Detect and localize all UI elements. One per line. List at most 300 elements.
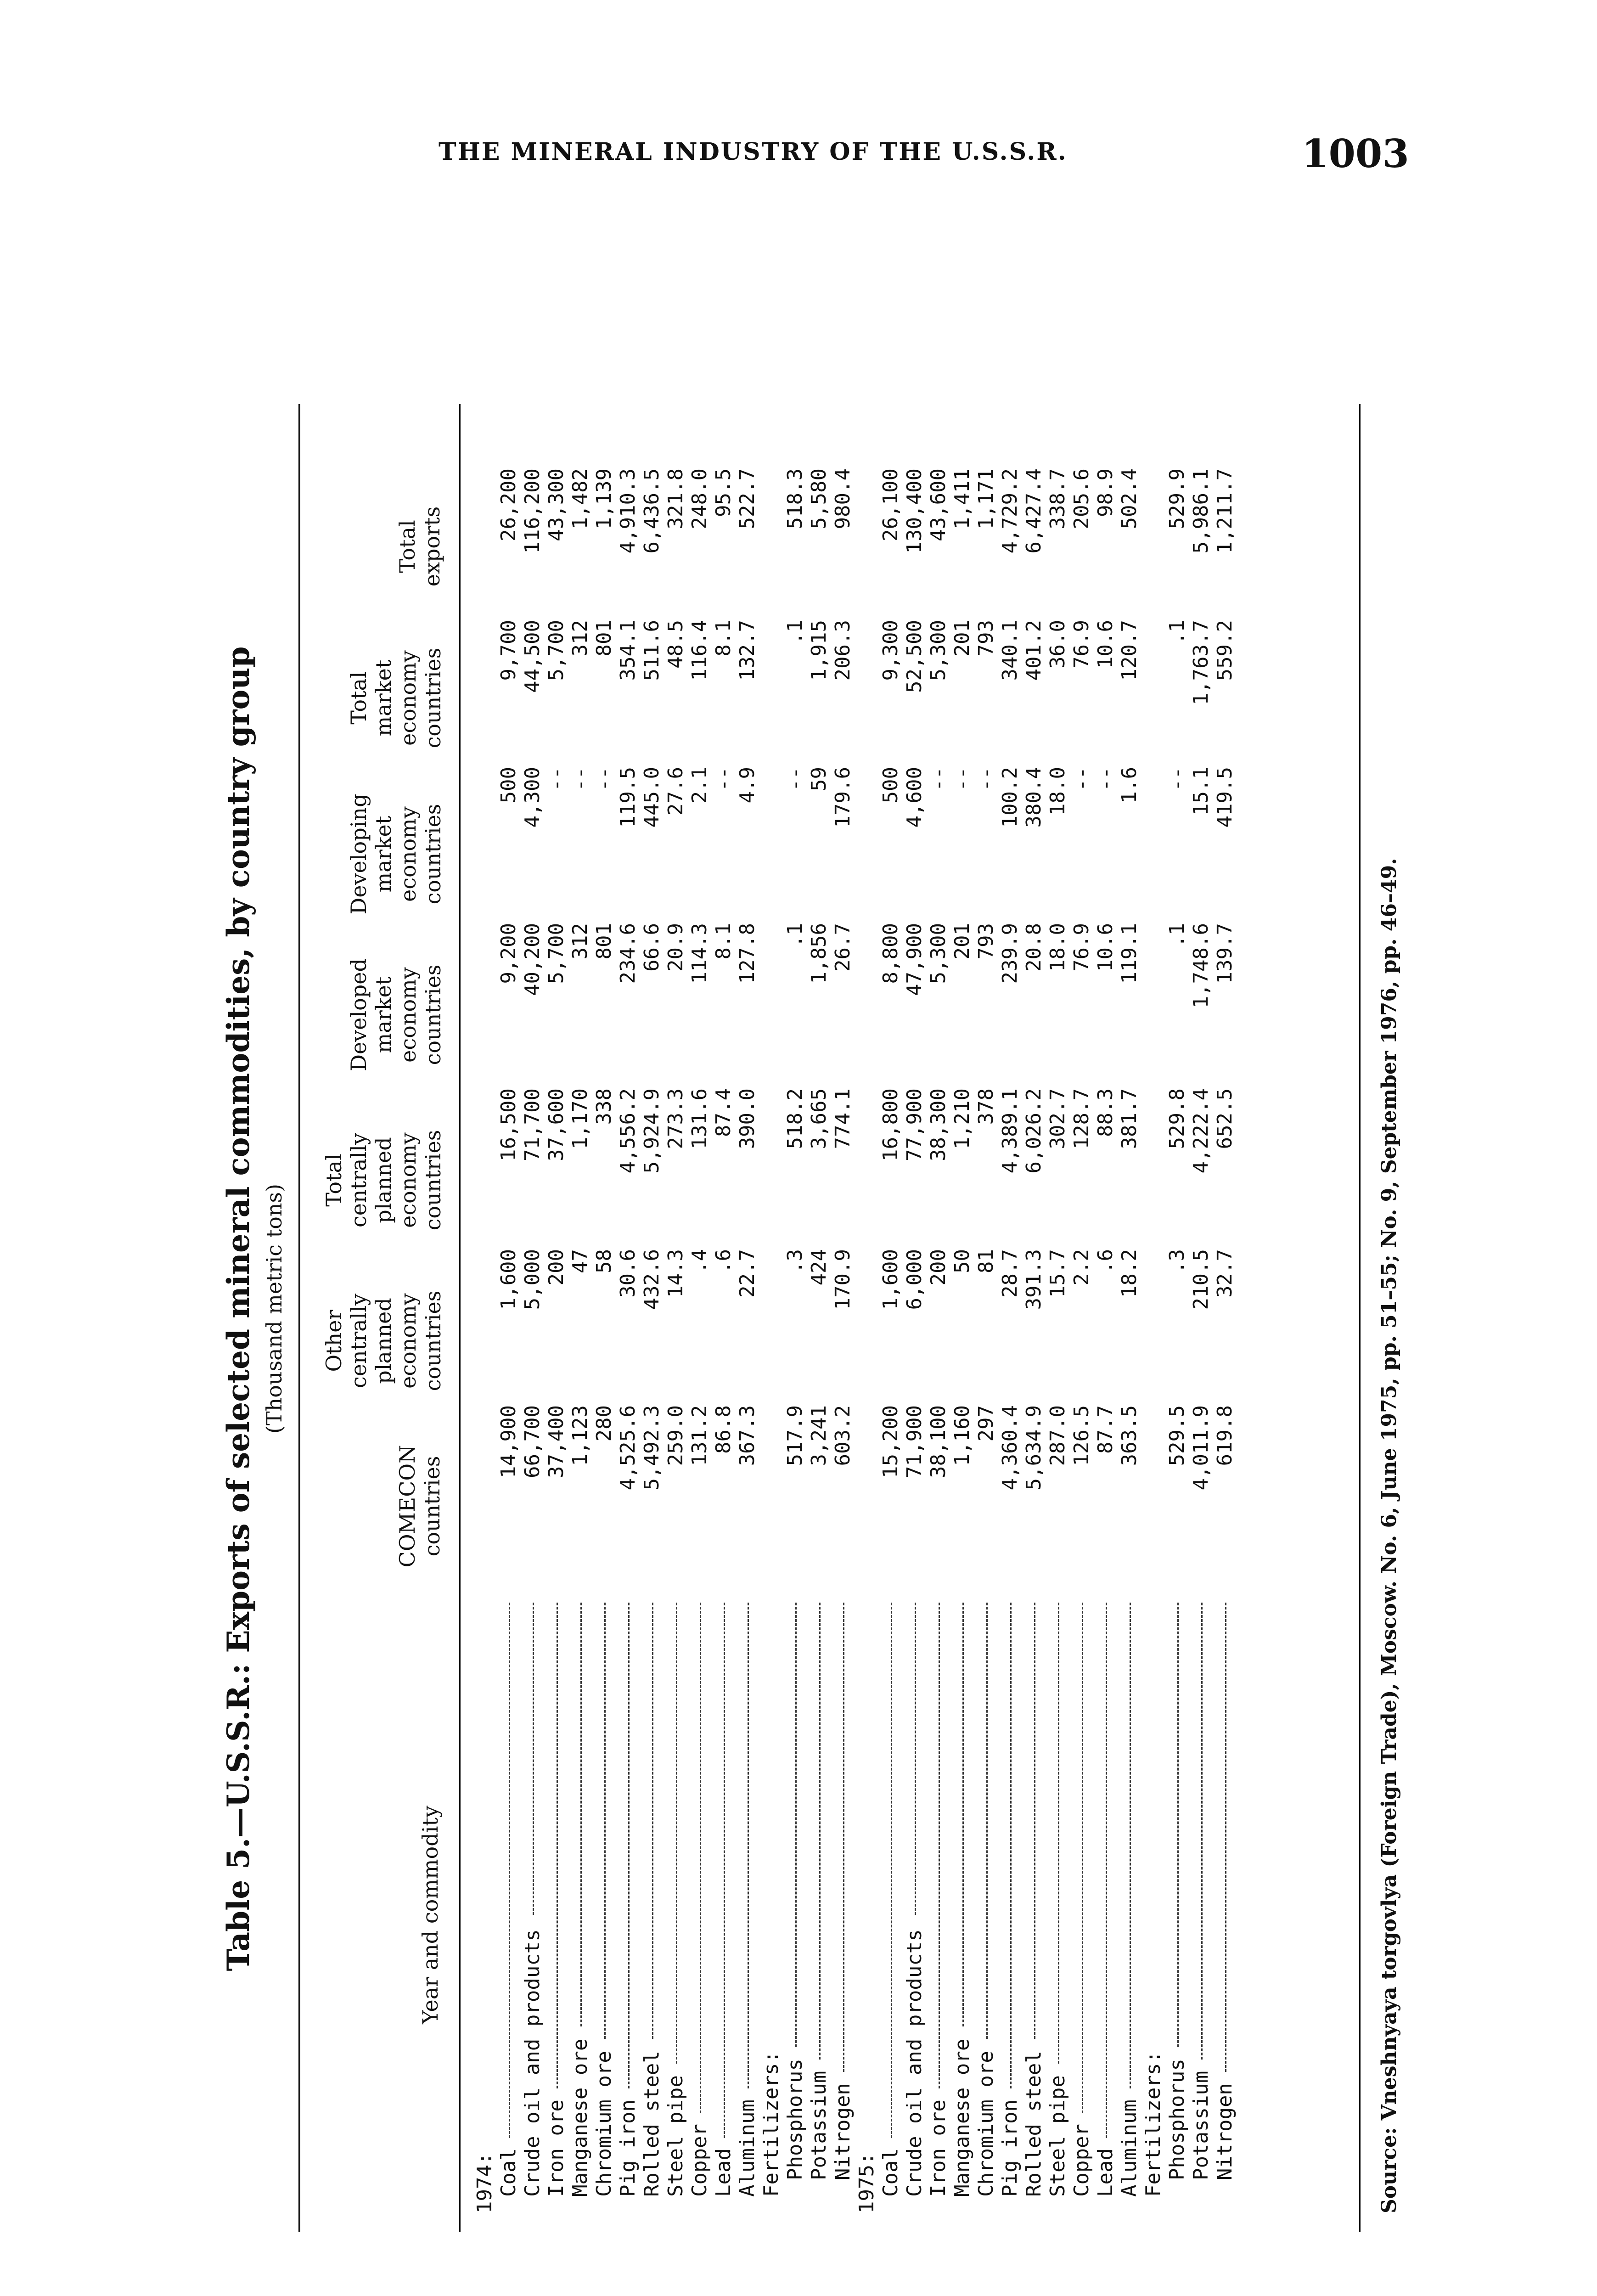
cell-other-cpe: 210.5 (1189, 1249, 1213, 1310)
header-developing: Developing market economy countries (346, 793, 445, 915)
cell-developing: 419.5 (1213, 767, 1237, 828)
cell-total-exports: 338.7 (1046, 468, 1069, 529)
cell-total-cpe: 381.7 (1118, 1088, 1141, 1149)
row-label: Aluminum (1118, 2099, 1141, 2197)
cell-total-market: 48.5 (664, 620, 687, 669)
table-row (1142, 331, 1165, 2213)
table-row (545, 331, 568, 2213)
cell-total-market: 120.7 (1118, 620, 1141, 681)
cell-total-exports: 518.3 (783, 468, 807, 529)
cell-total-cpe: 390.0 (736, 1088, 759, 1149)
cell-total-market: 116.4 (688, 620, 711, 681)
dot-leader (724, 1603, 725, 2138)
cell-comecon: 37,400 (545, 1405, 568, 1478)
cell-comecon: 517.9 (783, 1405, 807, 1466)
cell-comecon: 126.5 (1070, 1405, 1093, 1466)
cell-total-cpe: 128.7 (1070, 1088, 1093, 1149)
cell-other-cpe: 200 (545, 1249, 568, 1286)
dot-leader (580, 1603, 582, 2026)
dot-leader (628, 1603, 630, 2088)
table-row (855, 331, 879, 2213)
cell-other-cpe: 81 (974, 1249, 998, 1273)
cell-developed: 234.6 (616, 923, 640, 984)
cell-comecon: 4,525.6 (616, 1405, 640, 1491)
cell-developed: 20.9 (664, 923, 687, 972)
cell-total-market: 5,700 (545, 620, 568, 681)
table-row (688, 331, 712, 2213)
row-label: Fertilizers: (759, 2051, 783, 2197)
running-head: THE MINERAL INDUSTRY OF THE U.S.S.R. (439, 138, 1068, 166)
cell-other-cpe: 1,600 (879, 1249, 902, 1310)
cell-total-cpe: 4,389.1 (998, 1088, 1022, 1174)
cell-total-exports: 522.7 (736, 468, 759, 529)
rotated-table (202, 321, 1534, 2250)
cell-comecon: 14,900 (497, 1405, 520, 1478)
cell-total-cpe: 302.7 (1046, 1088, 1069, 1149)
cell-total-exports: 529.9 (1165, 468, 1189, 529)
dot-leader (915, 1603, 916, 1915)
table-row (1213, 331, 1237, 2213)
row-label: Potassium (807, 2071, 831, 2180)
top-rule (298, 404, 300, 2232)
cell-total-market: 8.1 (712, 620, 735, 657)
cell-developed: 40,200 (521, 923, 544, 996)
cell-developed: 20.8 (1022, 923, 1046, 972)
table-row (759, 331, 783, 2213)
cell-comecon: 367.3 (736, 1405, 759, 1466)
dot-leader (1201, 1603, 1203, 2060)
header-total-exports: Total exports (395, 506, 444, 587)
row-label: Aluminum (736, 2099, 759, 2197)
cell-developing: 1.6 (1118, 767, 1141, 804)
cell-developed: 201 (950, 923, 974, 960)
row-label: Coal (497, 2148, 520, 2197)
cell-total-exports: 4,910.3 (616, 468, 640, 554)
cell-developed: 76.9 (1070, 923, 1093, 972)
cell-total-market: 5,300 (927, 620, 950, 681)
header-commodity: Year and commodity (418, 1806, 443, 2024)
cell-developed: 114.3 (688, 923, 711, 984)
cell-total-exports: 5,986.1 (1189, 468, 1213, 554)
row-label: 1974: (473, 2152, 496, 2213)
cell-total-market: 401.2 (1022, 620, 1046, 681)
cell-developed: 5,300 (927, 923, 950, 984)
cell-developing: -- (712, 767, 735, 791)
cell-total-cpe: 1,210 (950, 1088, 974, 1149)
cell-total-cpe: 37,600 (545, 1088, 568, 1161)
cell-comecon: 3,241 (807, 1405, 831, 1466)
table-row (1189, 331, 1213, 2213)
cell-total-exports: 205.6 (1070, 468, 1093, 529)
row-label: Rolled steel (640, 2051, 664, 2197)
header-comecon: COMECON countries (395, 1445, 444, 1568)
cell-developing: 500 (497, 767, 520, 804)
cell-total-exports: 5,580 (807, 468, 831, 529)
cell-comecon: 1,123 (568, 1405, 592, 1466)
table-row (568, 331, 592, 2213)
table-row (640, 331, 664, 2213)
table-row (736, 331, 759, 2213)
table-row (592, 331, 616, 2213)
cell-other-cpe: 391.3 (1022, 1249, 1046, 1310)
cell-other-cpe: 5,000 (521, 1249, 544, 1310)
row-label: Coal (879, 2148, 902, 2197)
row-label: Iron ore (927, 2099, 950, 2197)
cell-total-exports: 6,427.4 (1022, 468, 1046, 554)
cell-developing: -- (592, 767, 616, 791)
cell-total-cpe: 652.5 (1213, 1088, 1237, 1149)
cell-total-exports: 116,200 (521, 468, 544, 554)
cell-other-cpe: 30.6 (616, 1249, 640, 1298)
dot-leader (748, 1603, 749, 2088)
table-row (473, 331, 497, 2213)
cell-developing: 119.5 (616, 767, 640, 828)
cell-total-cpe: 16,800 (879, 1088, 902, 1161)
cell-comecon: 619.8 (1213, 1405, 1237, 1466)
cell-developing: -- (1094, 767, 1117, 791)
cell-comecon: 297 (974, 1405, 998, 1442)
dot-leader (819, 1603, 821, 2060)
header-developed: Developed market economy countries (346, 958, 445, 1071)
cell-other-cpe: .6 (1094, 1249, 1117, 1273)
table-row (1022, 331, 1046, 2213)
cell-total-cpe: 38,300 (927, 1088, 950, 1161)
table-row (521, 331, 545, 2213)
cell-other-cpe: 424 (807, 1249, 831, 1286)
dot-leader (891, 1603, 892, 2138)
cell-other-cpe: 2.2 (1070, 1249, 1093, 1286)
cell-total-market: 206.3 (831, 620, 855, 681)
cell-total-market: 76.9 (1070, 620, 1093, 669)
cell-total-exports: 130,400 (903, 468, 926, 554)
cell-other-cpe: .3 (1165, 1249, 1189, 1273)
cell-comecon: 5,492.3 (640, 1405, 664, 1491)
dot-leader (700, 1603, 701, 2113)
cell-developing: -- (974, 767, 998, 791)
cell-total-market: 10.6 (1094, 620, 1117, 669)
cell-total-exports: 1,411 (950, 468, 974, 529)
cell-developed: 139.7 (1213, 923, 1237, 984)
cell-total-market: 801 (592, 620, 616, 657)
cell-developed: 239.9 (998, 923, 1022, 984)
cell-comecon: 4,360.4 (998, 1405, 1022, 1491)
dot-leader (843, 1603, 844, 2072)
dot-leader (795, 1603, 797, 2047)
cell-developing: -- (1165, 767, 1189, 791)
cell-developed: 119.1 (1118, 923, 1141, 984)
cell-total-cpe: 774.1 (831, 1088, 855, 1149)
cell-developed: 1,748.6 (1189, 923, 1213, 1008)
cell-developed: 66.6 (640, 923, 664, 972)
bottom-rule (1359, 404, 1361, 2232)
cell-comecon: 66,700 (521, 1405, 544, 1478)
table-row (616, 331, 640, 2213)
cell-developing: 380.4 (1022, 767, 1046, 828)
cell-comecon: 131.2 (688, 1405, 711, 1466)
cell-developed: 1,856 (807, 923, 831, 984)
cell-other-cpe: 170.9 (831, 1249, 855, 1310)
dot-leader (1106, 1603, 1107, 2138)
cell-developing: 59 (807, 767, 831, 791)
dot-leader (1225, 1603, 1226, 2072)
dot-leader (1082, 1603, 1083, 2113)
table-row (783, 331, 807, 2213)
cell-total-cpe: 71,700 (521, 1088, 544, 1161)
cell-other-cpe: 47 (568, 1249, 592, 1273)
row-label: Pig iron (616, 2099, 640, 2197)
cell-total-cpe: 1,170 (568, 1088, 592, 1149)
row-label: Fertilizers: (1142, 2051, 1165, 2197)
cell-total-market: 201 (950, 620, 974, 657)
cell-comecon: 259.0 (664, 1405, 687, 1466)
table-row (998, 331, 1022, 2213)
cell-other-cpe: 432.6 (640, 1249, 664, 1310)
cell-developing: 4,300 (521, 767, 544, 828)
cell-total-exports: 98.9 (1094, 468, 1117, 517)
cell-total-cpe: 77,900 (903, 1088, 926, 1161)
cell-total-exports: 6,436.5 (640, 468, 664, 554)
cell-other-cpe: 15.7 (1046, 1249, 1069, 1298)
table-body (473, 331, 1237, 2213)
cell-total-market: 340.1 (998, 620, 1022, 681)
row-label: Potassium (1189, 2071, 1213, 2180)
cell-other-cpe: 18.2 (1118, 1249, 1141, 1298)
cell-total-exports: 43,300 (545, 468, 568, 541)
cell-developing: 500 (879, 767, 902, 804)
row-label: 1975: (855, 2152, 878, 2213)
cell-other-cpe: 6,000 (903, 1249, 926, 1310)
cell-total-exports: 1,139 (592, 468, 616, 529)
dot-leader (533, 1603, 534, 1915)
cell-developed: 18.0 (1046, 923, 1069, 972)
header-other-cpe: Other centrally planned economy countries (321, 1290, 445, 1391)
cell-comecon: 280 (592, 1405, 616, 1442)
cell-total-market: 559.2 (1213, 620, 1237, 681)
cell-developed: 10.6 (1094, 923, 1117, 972)
table-row (664, 331, 688, 2213)
cell-developing: 4,600 (903, 767, 926, 828)
cell-developed: 793 (974, 923, 998, 960)
cell-developing: 179.6 (831, 767, 855, 828)
row-label: Phosphorus (783, 2059, 807, 2180)
row-label: Manganese ore (568, 2038, 592, 2197)
cell-total-market: 36.0 (1046, 620, 1069, 669)
cell-total-exports: 95.5 (712, 468, 735, 517)
cell-developing: -- (783, 767, 807, 791)
cell-developing: 15.1 (1189, 767, 1213, 816)
cell-developing: -- (950, 767, 974, 791)
cell-total-market: .1 (1165, 620, 1189, 644)
cell-comecon: 529.5 (1165, 1405, 1189, 1466)
row-label: Nitrogen (1213, 2083, 1237, 2180)
row-label: Pig iron (998, 2099, 1022, 2197)
table-row (927, 331, 950, 2213)
cell-other-cpe: .6 (712, 1249, 735, 1273)
table-subtitle: (Thousand metric tons) (262, 1183, 287, 1434)
cell-total-cpe: 273.3 (664, 1088, 687, 1149)
cell-total-market: .1 (783, 620, 807, 644)
dot-leader (509, 1603, 510, 2138)
cell-other-cpe: 200 (927, 1249, 950, 1286)
cell-developed: .1 (783, 923, 807, 947)
cell-total-market: 1,763.7 (1189, 620, 1213, 705)
cell-other-cpe: 1,600 (497, 1249, 520, 1310)
row-label: Chromium ore (592, 2051, 616, 2197)
cell-comecon: 71,900 (903, 1405, 926, 1478)
cell-developing: 27.6 (664, 767, 687, 816)
cell-other-cpe: .4 (688, 1249, 711, 1273)
cell-comecon: 38,100 (927, 1405, 950, 1478)
cell-total-market: 44,500 (521, 620, 544, 693)
row-label: Rolled steel (1022, 2051, 1046, 2197)
table-row (831, 331, 855, 2213)
cell-total-cpe: 338 (592, 1088, 616, 1125)
cell-total-exports: 26,200 (497, 468, 520, 541)
row-label: Crude oil and products (903, 1929, 926, 2197)
cell-developing: -- (927, 767, 950, 791)
cell-total-exports: 1,211.7 (1213, 468, 1237, 554)
cell-developed: 26.7 (831, 923, 855, 972)
cell-comecon: 363.5 (1118, 1405, 1141, 1466)
row-label: Chromium ore (974, 2051, 998, 2197)
cell-other-cpe: 58 (592, 1249, 616, 1273)
cell-total-exports: 1,482 (568, 468, 592, 529)
row-label: Steel pipe (664, 2075, 687, 2197)
cell-total-market: 52,500 (903, 620, 926, 693)
row-label: Crude oil and products (521, 1929, 544, 2197)
cell-comecon: 87.7 (1094, 1405, 1117, 1454)
cell-other-cpe: 14.3 (664, 1249, 687, 1298)
row-label: Steel pipe (1046, 2075, 1069, 2197)
cell-developed: 312 (568, 923, 592, 960)
cell-total-cpe: 131.6 (688, 1088, 711, 1149)
cell-other-cpe: 32.7 (1213, 1249, 1237, 1298)
table-row (879, 331, 903, 2213)
cell-developed: 9,200 (497, 923, 520, 984)
header-total-market: Total market economy countries (346, 647, 445, 748)
cell-total-cpe: 529.8 (1165, 1088, 1189, 1149)
cell-developing: 100.2 (998, 767, 1022, 828)
cell-total-cpe: 518.2 (783, 1088, 807, 1149)
cell-developing: 18.0 (1046, 767, 1069, 816)
cell-total-exports: 43,600 (927, 468, 950, 541)
header-rule (459, 404, 461, 2232)
row-label: Iron ore (545, 2099, 568, 2197)
cell-comecon: 287.0 (1046, 1405, 1069, 1466)
table-row (1118, 331, 1142, 2213)
cell-developed: 801 (592, 923, 616, 960)
cell-total-market: 9,700 (497, 620, 520, 681)
cell-developing: 445.0 (640, 767, 664, 828)
cell-developing: -- (568, 767, 592, 791)
cell-total-cpe: 6,026.2 (1022, 1088, 1046, 1174)
cell-comecon: 4,011.9 (1189, 1405, 1213, 1491)
cell-total-market: 9,300 (879, 620, 902, 681)
row-label: Lead (712, 2148, 735, 2197)
cell-developing: -- (545, 767, 568, 791)
table-row (1046, 331, 1070, 2213)
header-total-cpe: Total centrally planned economy countries (321, 1130, 445, 1231)
cell-comecon: 86.8 (712, 1405, 735, 1454)
cell-total-cpe: 88.3 (1094, 1088, 1117, 1137)
table-row (974, 331, 998, 2213)
source-note: Source: Vneshnyaya torgovlya (Foreign Trade), Moscow. No. 6, June 1975, pp. 51–55; No. 9, September 1976, pp. 46–49. (1378, 858, 1401, 2213)
cell-other-cpe: .3 (783, 1249, 807, 1273)
cell-other-cpe: 28.7 (998, 1249, 1022, 1298)
cell-developed: .1 (1165, 923, 1189, 947)
cell-total-exports: 502.4 (1118, 468, 1141, 529)
cell-developing: 4.9 (736, 767, 759, 804)
dot-leader (604, 1603, 606, 2039)
cell-comecon: 603.2 (831, 1405, 855, 1466)
dot-leader (1034, 1603, 1035, 2039)
cell-total-exports: 980.4 (831, 468, 855, 529)
cell-total-exports: 248.0 (688, 468, 711, 529)
cell-total-exports: 321.8 (664, 468, 687, 529)
cell-comecon: 5,634.9 (1022, 1405, 1046, 1491)
row-label: Lead (1094, 2148, 1117, 2197)
cell-other-cpe: 50 (950, 1249, 974, 1273)
table-row (1070, 331, 1094, 2213)
cell-total-exports: 26,100 (879, 468, 902, 541)
page-number: 1003 (1302, 131, 1409, 176)
cell-comecon: 15,200 (879, 1405, 902, 1478)
dot-leader (557, 1603, 558, 2088)
table-row (903, 331, 927, 2213)
dot-leader (1010, 1603, 1012, 2088)
table-row (712, 331, 736, 2213)
cell-total-cpe: 87.4 (712, 1088, 735, 1137)
cell-total-cpe: 4,556.2 (616, 1088, 640, 1174)
dot-leader (939, 1603, 940, 2088)
table-row (950, 331, 974, 2213)
cell-total-cpe: 4,222.4 (1189, 1088, 1213, 1174)
cell-total-market: 793 (974, 620, 998, 657)
cell-developing: -- (1070, 767, 1093, 791)
cell-total-market: 354.1 (616, 620, 640, 681)
cell-comecon: 1,160 (950, 1405, 974, 1466)
cell-developed: 5,700 (545, 923, 568, 984)
dot-leader (1177, 1603, 1179, 2047)
cell-total-cpe: 378 (974, 1088, 998, 1125)
cell-total-cpe: 16,500 (497, 1088, 520, 1161)
cell-developed: 8.1 (712, 923, 735, 960)
dot-leader (652, 1603, 653, 2039)
cell-total-market: 1,915 (807, 620, 831, 681)
cell-developing: 2.1 (688, 767, 711, 804)
cell-developed: 127.8 (736, 923, 759, 984)
table-row (1165, 331, 1189, 2213)
dot-leader (676, 1603, 677, 2064)
cell-developed: 8,800 (879, 923, 902, 984)
dot-leader (986, 1603, 988, 2039)
dot-leader (1130, 1603, 1131, 2088)
table-row (807, 331, 831, 2213)
cell-other-cpe: 22.7 (736, 1249, 759, 1298)
cell-total-exports: 1,171 (974, 468, 998, 529)
row-label: Copper (1070, 2124, 1093, 2197)
cell-total-cpe: 5,924.9 (640, 1088, 664, 1174)
table-title: Table 5.—U.S.S.R.: Exports of selected mineral commodities, by country group (220, 646, 256, 1971)
cell-total-market: 312 (568, 620, 592, 657)
table-row (497, 331, 521, 2213)
row-label: Manganese ore (950, 2038, 974, 2197)
row-label: Phosphorus (1165, 2059, 1189, 2180)
row-label: Copper (688, 2124, 711, 2197)
dot-leader (962, 1603, 964, 2026)
cell-total-exports: 4,729.2 (998, 468, 1022, 554)
table-row (1094, 331, 1118, 2213)
